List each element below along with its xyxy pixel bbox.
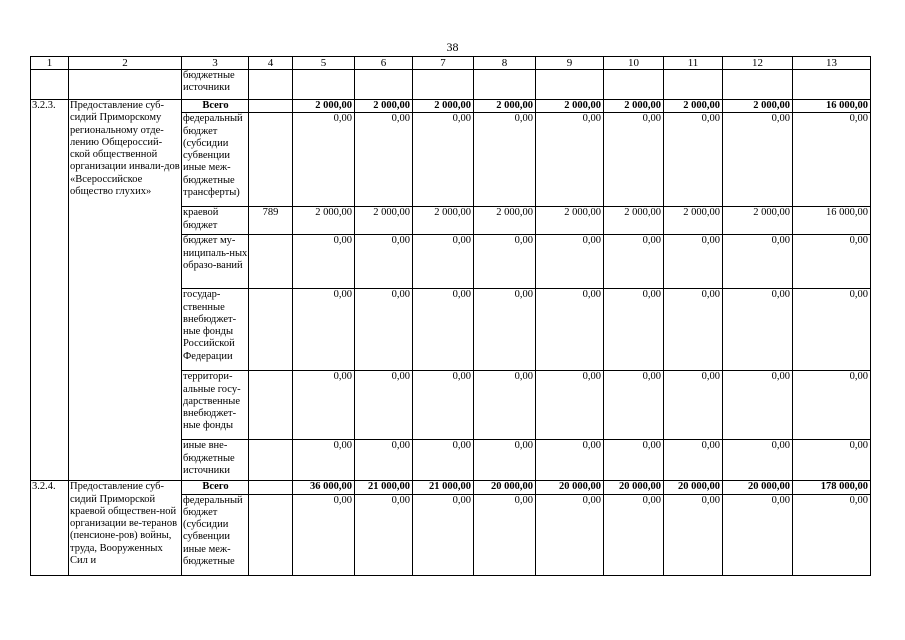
amount-cell: 21 000,00 (413, 481, 474, 494)
amount-cell: 16 000,00 (793, 207, 871, 235)
amount-cell: 0,00 (355, 494, 413, 575)
amount-cell: 36 000,00 (293, 481, 355, 494)
amount-cell: 0,00 (355, 371, 413, 440)
amount-cell: 2 000,00 (723, 207, 793, 235)
budget-table (30, 56, 871, 576)
amount-cell: 0,00 (536, 371, 604, 440)
budget-code-cell (249, 289, 293, 371)
amount-cell: 0,00 (474, 289, 536, 371)
amount-cell: 0,00 (793, 235, 871, 289)
amount-cell: 2 000,00 (293, 100, 355, 113)
amount-cell: 0,00 (604, 113, 664, 207)
funding-source-cell: иные вне-бюджетные источники (182, 440, 249, 481)
amount-cell: 0,00 (664, 289, 723, 371)
amount-cell: 0,00 (536, 113, 604, 207)
amount-cell: 2 000,00 (413, 100, 474, 113)
item-title: Предоставление суб-сидий Приморской краевой обществен-ной организации ве-теранов (пенсионе-ров) войны, труда, Вооруженных Сил и (69, 481, 182, 575)
column-header: 13 (793, 57, 871, 70)
continuation-row (31, 70, 871, 100)
budget-code-cell (249, 440, 293, 481)
amount-cell: 0,00 (474, 494, 536, 575)
amount-cell: 2 000,00 (604, 100, 664, 113)
amount-cell: 0,00 (793, 113, 871, 207)
amount-cell: 2 000,00 (664, 207, 723, 235)
amount-cell: 2 000,00 (293, 207, 355, 235)
amount-cell: 178 000,00 (793, 481, 871, 494)
amount-cell: 2 000,00 (604, 207, 664, 235)
amount-cell: 0,00 (355, 440, 413, 481)
budget-code-cell: 789 (249, 207, 293, 235)
budget-code-cell (249, 113, 293, 207)
funding-source-cell: Всего (182, 481, 249, 494)
budget-code-cell (249, 494, 293, 575)
amount-cell: 0,00 (536, 235, 604, 289)
amount-cell: 20 000,00 (604, 481, 664, 494)
column-header: 12 (723, 57, 793, 70)
amount-cell: 0,00 (355, 235, 413, 289)
amount-cell: 0,00 (793, 440, 871, 481)
amount-cell: 0,00 (604, 494, 664, 575)
column-header: 5 (293, 57, 355, 70)
amount-cell: 0,00 (293, 235, 355, 289)
funding-source-cell: бюджетные источники (182, 70, 249, 100)
column-header: 2 (69, 57, 182, 70)
amount-cell: 0,00 (474, 235, 536, 289)
amount-cell: 0,00 (793, 289, 871, 371)
budget-code-cell (249, 235, 293, 289)
amount-cell: 2 000,00 (474, 207, 536, 235)
column-header: 4 (249, 57, 293, 70)
amount-cell: 0,00 (664, 494, 723, 575)
column-header: 1 (31, 57, 69, 70)
amount-cell: 0,00 (793, 494, 871, 575)
amount-cell: 2 000,00 (664, 100, 723, 113)
amount-cell: 0,00 (413, 371, 474, 440)
column-header: 9 (536, 57, 604, 70)
amount-cell: 0,00 (474, 371, 536, 440)
amount-cell: 0,00 (793, 371, 871, 440)
amount-cell: 20 000,00 (664, 481, 723, 494)
amount-cell: 0,00 (723, 289, 793, 371)
amount-cell: 2 000,00 (536, 207, 604, 235)
budget-code-cell (249, 371, 293, 440)
funding-source-cell: государ-ственные внебюджет-ные фонды Российской Федерации (182, 289, 249, 371)
amount-cell: 20 000,00 (536, 481, 604, 494)
amount-cell: 2 000,00 (355, 207, 413, 235)
amount-cell: 0,00 (604, 289, 664, 371)
amount-cell: 0,00 (536, 289, 604, 371)
item-title: Предоставление суб-сидий Приморскому региональному отде-лению Общероссий-ской общественной организации инвали-дов «Всероссийское общество глухих» (69, 100, 182, 481)
amount-cell: 0,00 (293, 371, 355, 440)
amount-cell: 2 000,00 (413, 207, 474, 235)
amount-cell: 0,00 (474, 113, 536, 207)
funding-source-cell: федеральный бюджет (субсидии субвенции иные меж-бюджетные (182, 494, 249, 575)
column-header: 8 (474, 57, 536, 70)
amount-cell: 0,00 (474, 440, 536, 481)
item-total-row (31, 481, 871, 494)
amount-cell: 0,00 (536, 494, 604, 575)
funding-source-cell: федеральный бюджет (субсидии субвенции иные меж-бюджетные трансферты) (182, 113, 249, 207)
column-header: 7 (413, 57, 474, 70)
amount-cell: 16 000,00 (793, 100, 871, 113)
amount-cell: 20 000,00 (474, 481, 536, 494)
amount-cell: 0,00 (293, 440, 355, 481)
funding-source-cell: Всего (182, 100, 249, 113)
amount-cell: 0,00 (293, 494, 355, 575)
amount-cell: 0,00 (413, 113, 474, 207)
amount-cell: 0,00 (664, 371, 723, 440)
amount-cell: 2 000,00 (723, 100, 793, 113)
amount-cell: 0,00 (604, 440, 664, 481)
column-header: 10 (604, 57, 664, 70)
amount-cell: 0,00 (293, 289, 355, 371)
column-header-row (31, 57, 871, 70)
amount-cell: 0,00 (413, 440, 474, 481)
amount-cell: 2 000,00 (536, 100, 604, 113)
funding-source-cell: бюджет му-ниципаль-ных образо-ваний (182, 235, 249, 289)
amount-cell: 21 000,00 (355, 481, 413, 494)
amount-cell: 0,00 (604, 235, 664, 289)
amount-cell: 0,00 (723, 371, 793, 440)
page-number: 38 (446, 40, 459, 54)
item-total-row (31, 100, 871, 113)
amount-cell: 0,00 (355, 113, 413, 207)
amount-cell: 0,00 (723, 494, 793, 575)
amount-cell: 0,00 (536, 440, 604, 481)
amount-cell: 0,00 (723, 235, 793, 289)
funding-source-cell: территори-альные госу-дарственные внебюджет-ные фонды (182, 371, 249, 440)
amount-cell: 0,00 (664, 235, 723, 289)
column-header: 3 (182, 57, 249, 70)
column-header: 6 (355, 57, 413, 70)
amount-cell: 0,00 (604, 371, 664, 440)
amount-cell: 0,00 (413, 235, 474, 289)
amount-cell: 2 000,00 (474, 100, 536, 113)
column-header: 11 (664, 57, 723, 70)
budget-code-cell (249, 100, 293, 113)
amount-cell: 0,00 (413, 494, 474, 575)
item-code: 3.2.4. (31, 481, 69, 575)
amount-cell: 0,00 (664, 440, 723, 481)
funding-source-cell: краевой бюджет (182, 207, 249, 235)
amount-cell: 0,00 (355, 289, 413, 371)
amount-cell: 0,00 (723, 440, 793, 481)
amount-cell: 0,00 (293, 113, 355, 207)
amount-cell: 0,00 (723, 113, 793, 207)
amount-cell: 0,00 (413, 289, 474, 371)
amount-cell: 20 000,00 (723, 481, 793, 494)
item-code: 3.2.3. (31, 100, 69, 481)
amount-cell: 0,00 (664, 113, 723, 207)
amount-cell: 2 000,00 (355, 100, 413, 113)
budget-code-cell (249, 481, 293, 494)
